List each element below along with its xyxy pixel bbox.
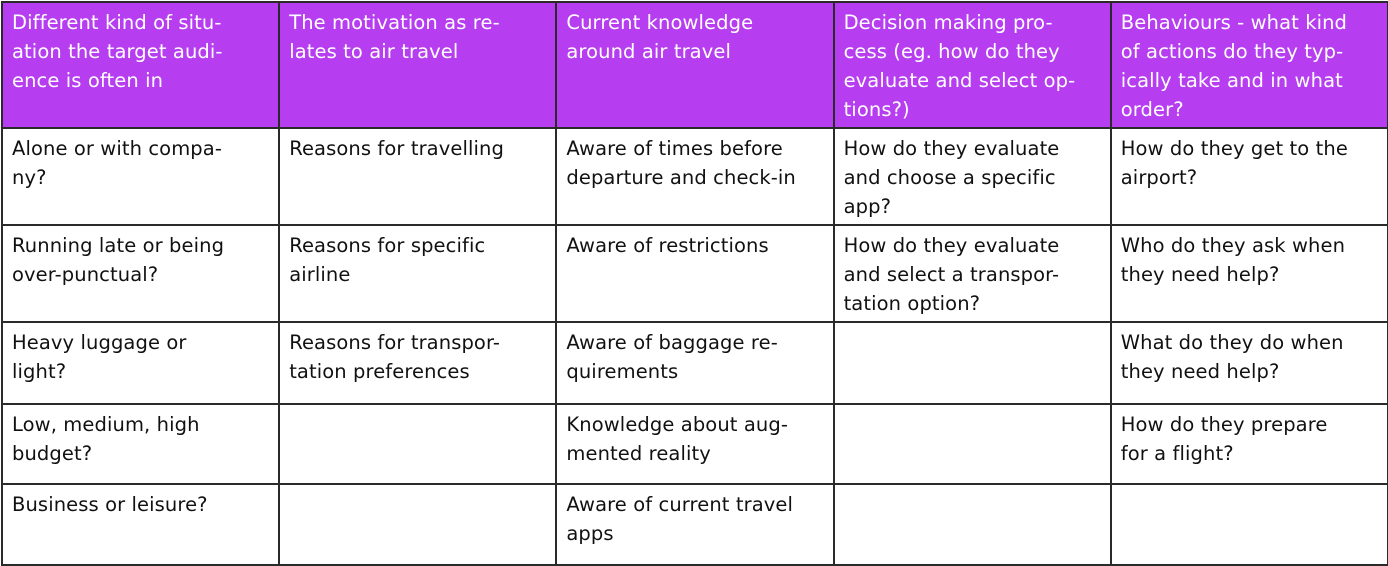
table-cell: Low, medium, high budget? [2, 404, 279, 484]
header-decision-making: Decision making pro- cess (eg. how do they evaluate and select op- tions?) [834, 2, 1111, 128]
header-motivation: The motivation as re- lates to air travel [279, 2, 556, 128]
header-row [2, 2, 1388, 128]
table-cell: Reasons for travelling [279, 128, 556, 225]
table-cell: Running late or being over-punctual? [2, 225, 279, 322]
table-row [2, 128, 1388, 225]
table-row [2, 322, 1388, 404]
table-cell: What do they do when they need help? [1111, 322, 1388, 404]
table-body [2, 128, 1388, 565]
table-cell-empty [279, 484, 556, 565]
table-cell: Reasons for specific airline [279, 225, 556, 322]
table-cell: Aware of current travel apps [556, 484, 833, 565]
table-cell: Aware of restrictions [556, 225, 833, 322]
table-cell: Reasons for transpor- tation preferences [279, 322, 556, 404]
table-cell: How do they evaluate and select a transpor- tation option? [834, 225, 1111, 322]
table-cell-empty [1111, 484, 1388, 565]
table-cell: Heavy luggage or light? [2, 322, 279, 404]
table-cell-empty [279, 404, 556, 484]
table-cell: Aware of baggage re- quirements [556, 322, 833, 404]
table-row [2, 404, 1388, 484]
table-cell: Aware of times before departure and check-in [556, 128, 833, 225]
table-cell: How do they get to the airport? [1111, 128, 1388, 225]
table-cell: Business or leisure? [2, 484, 279, 565]
research-table [1, 1, 1388, 566]
table-cell: Knowledge about aug- mented reality [556, 404, 833, 484]
table-row [2, 484, 1388, 565]
table-cell-empty [834, 484, 1111, 565]
header-behaviours: Behaviours - what kind of actions do they typ- ically take and in what order? [1111, 2, 1388, 128]
table-cell: Who do they ask when they need help? [1111, 225, 1388, 322]
header-situation: Different kind of situ- ation the target audi- ence is often in [2, 2, 279, 128]
table-cell: How do they prepare for a flight? [1111, 404, 1388, 484]
table-cell-empty [834, 404, 1111, 484]
table-header [2, 2, 1388, 128]
header-knowledge: Current knowledge around air travel [556, 2, 833, 128]
table-cell: How do they evaluate and choose a specific app? [834, 128, 1111, 225]
table-row [2, 225, 1388, 322]
table-cell: Alone or with compa- ny? [2, 128, 279, 225]
table-cell-empty [834, 322, 1111, 404]
